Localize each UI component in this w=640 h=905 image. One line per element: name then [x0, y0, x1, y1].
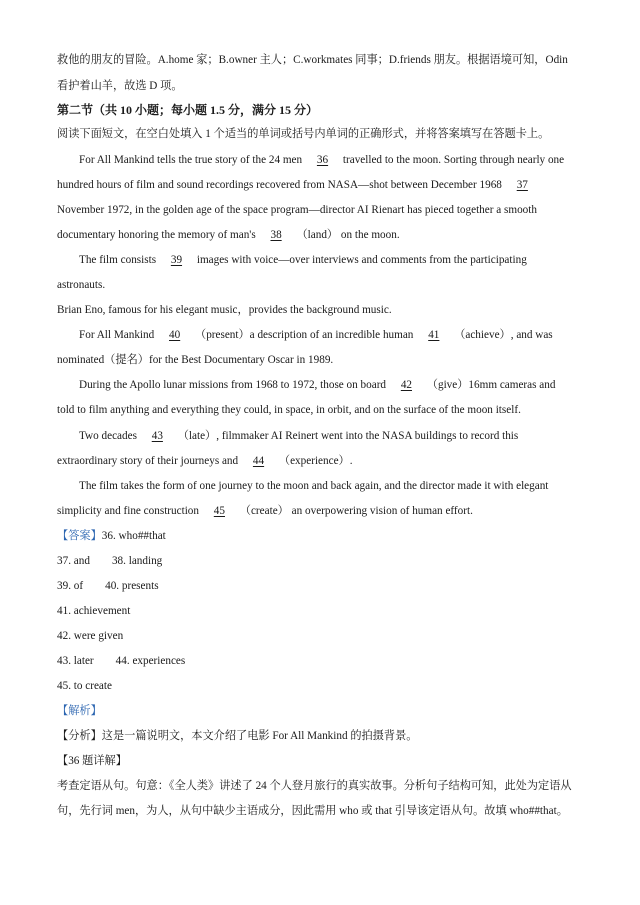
passage-text: Two decades — [79, 430, 140, 442]
answers-line-6 — [57, 653, 605, 669]
passage-p4-line-1 — [79, 327, 605, 343]
blank-42[interactable]: 42 — [400, 379, 412, 391]
passage-text: （give）16mm cameras and — [424, 379, 556, 391]
blank-38[interactable]: 38 — [270, 229, 282, 241]
passage-text: （late）, filmmaker AI Reinert went into the NASA buildings to record this — [174, 430, 519, 442]
analysis-summary: 【分析】这是一篇说明文，本文介绍了电影 For All Mankind 的拍摄背景。 — [57, 730, 418, 742]
passage-text: For All Mankind tells the true story of the 24 men — [79, 154, 305, 166]
passage-p1-line-2 — [57, 177, 605, 193]
answer-42: 42. were given — [57, 630, 124, 642]
blank-44[interactable]: 44 — [252, 455, 265, 467]
answer-44: 44. experiences — [115, 655, 186, 667]
passage-text: （achieve）, and was — [451, 329, 553, 341]
passage-text: For All Mankind — [79, 329, 158, 341]
passage-p2-line-2: astronauts. — [57, 279, 106, 291]
blank-36[interactable]: 36 — [316, 154, 329, 166]
passage-p1-line-1 — [79, 152, 605, 168]
passage-text: hundred hours of film and sound recordings recovered from NASA—shot between December 1968 — [57, 179, 505, 191]
passage-p2-line-1 — [79, 252, 605, 268]
passage-p5-line-1 — [79, 377, 605, 393]
answer-tag: 【答案】 — [57, 530, 102, 542]
passage-p7-line-1: The film takes the form of one journey to the moon and back again, and the director made it with elegant — [79, 480, 549, 492]
answers-line-3 — [57, 578, 605, 594]
passage-p6-line-2 — [57, 453, 605, 469]
prev-explanation-line-2: 看护着山羊，故选 D 项。 — [57, 80, 183, 92]
passage-p1-line-4 — [57, 227, 605, 243]
blank-40[interactable]: 40 — [169, 329, 181, 341]
passage-text: travelled to the moon. Sorting through nearly one — [340, 154, 565, 166]
answer-39: 39. of — [57, 580, 84, 592]
analysis-tag: 【解析】 — [57, 705, 102, 717]
answer-36: 36. who##that — [101, 530, 166, 542]
q36-explanation-line-1: 考查定语从句。句意：《全人类》讲述了 24 个人登月旅行的真实故事。分析句子结构可知，此处为定语从 — [57, 780, 572, 792]
passage-text: images with voice—over interviews and comments from the participating — [194, 254, 527, 266]
q36-explanation-line-2: 句，先行词 men，为人，从句中缺少主语成分，因此需用 who 或 that 引导该定语从句。故填 who##that。 — [57, 805, 568, 817]
answer-38: 38. landing — [111, 555, 163, 567]
passage-text: During the Apollo lunar missions from 1968 to 1972, those on board — [79, 379, 389, 391]
passage-p4-line-2: nominated（提名）for the Best Documentary Oscar in 1989. — [57, 354, 334, 366]
section-heading: 第二节（共 10 小题；每小题 1.5 分，满分 15 分） — [57, 103, 319, 117]
answers-line-1 — [57, 528, 605, 544]
passage-text: （create） an overpowering vision of human effort. — [236, 505, 473, 517]
blank-45[interactable]: 45 — [213, 505, 225, 517]
answer-40: 40. presents — [105, 580, 159, 592]
passage-text: （land） on the moon. — [293, 229, 400, 241]
section-instruction: 阅读下面短文，在空白处填入 1 个适当的单词或括号内单词的正确形式，并将答案填写在答题卡上。 — [57, 128, 550, 140]
passage-text: （present）a description of an incredible human — [192, 329, 417, 341]
blank-39[interactable]: 39 — [170, 254, 183, 266]
answers-line-2 — [57, 553, 605, 569]
blank-41[interactable]: 41 — [428, 329, 440, 341]
passage-text: （experience）. — [276, 455, 353, 467]
passage-p3: Brian Eno, famous for his elegant music，provides the background music. — [57, 304, 392, 316]
passage-p1-line-3: November 1972, in the golden age of the space program—director AI Rienart has pieced together a smooth — [57, 204, 537, 216]
passage-text: The film consists — [79, 254, 159, 266]
answer-43: 43. later — [57, 655, 94, 667]
answer-45: 45. to create — [57, 680, 112, 692]
blank-37[interactable]: 37 — [516, 179, 528, 191]
passage-p6-line-1 — [79, 428, 605, 444]
answer-37: 37. and — [57, 555, 90, 567]
blank-43[interactable]: 43 — [151, 430, 163, 442]
passage-text: simplicity and fine construction — [57, 505, 202, 517]
passage-p5-line-2: told to film anything and everything they could, in space, in orbit, and on the surface of the moon itself. — [57, 404, 521, 416]
q36-heading: 【36 题详解】 — [57, 755, 127, 767]
answer-41: 41. achievement — [57, 605, 131, 617]
passage-p7-line-2 — [57, 503, 605, 519]
prev-explanation-line-1: 救他的朋友的冒险。A.home 家；B.owner 主人；C.workmates 同事；D.friends 朋友。根据语境可知，Odin — [57, 54, 568, 66]
passage-text: extraordinary story of their journeys and — [57, 455, 241, 467]
passage-text: documentary honoring the memory of man's — [57, 229, 259, 241]
